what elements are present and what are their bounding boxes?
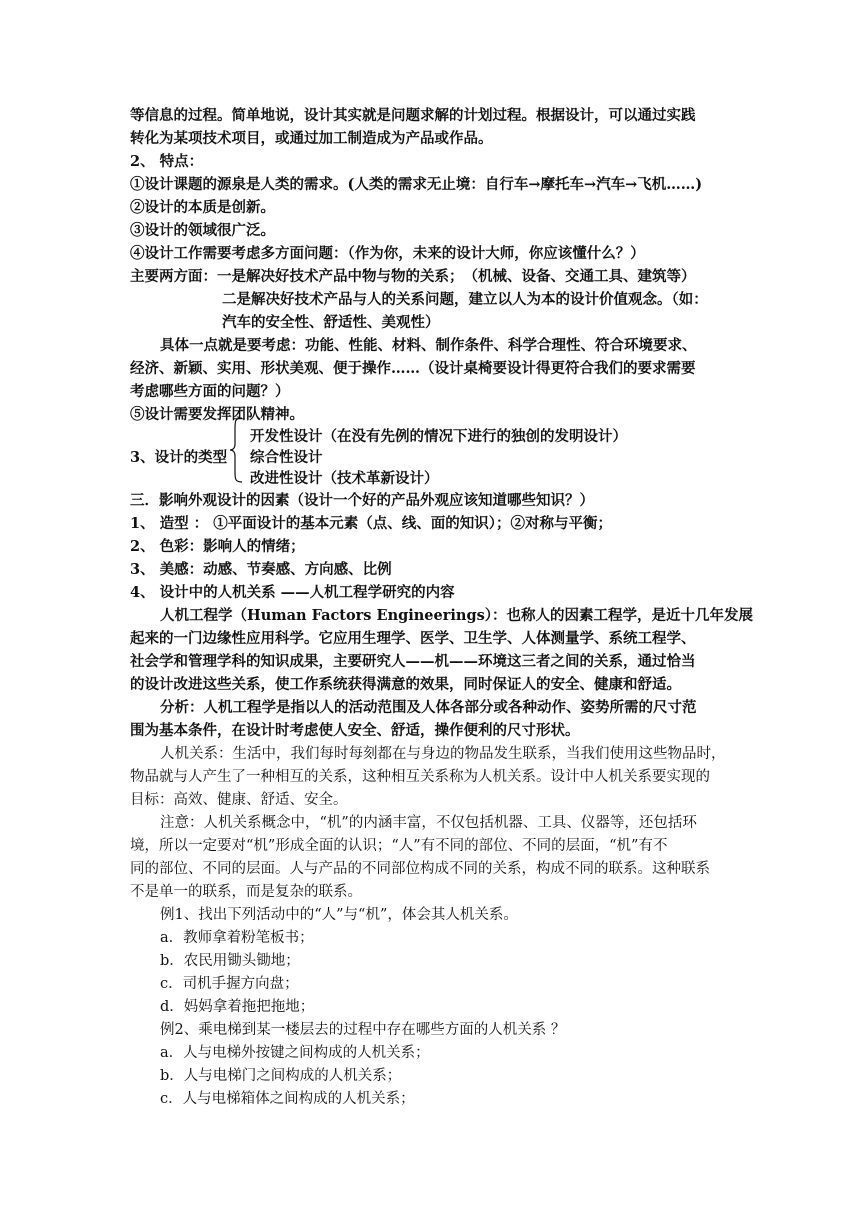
text-line: 人机关系：生活中，我们每时每刻都在与身边的物品发生联系，当我们使用这些物品时， — [160, 746, 726, 762]
design-type-item: 开发性设计（在没有先例的情况下进行的独创的发明设计） — [250, 428, 627, 445]
text-line: 分析：人机工程学是指以人的活动范围及人体各部分或各种动作、姿势所需的尺寸范 — [160, 699, 697, 716]
design-type-item: 综合性设计 — [250, 449, 323, 466]
feature-item: ⑤设计需要发挥团队精神。 — [130, 406, 304, 423]
text-line: 汽车的安全性、舒适性、美观性） — [222, 314, 440, 331]
text-line: 主要两方面：一是解决好技术产品中物与物的关系； （机械、设备、交通工具、建筑等） — [130, 268, 696, 285]
example-item: a．人与电梯外按键之间构成的人机关系； — [160, 1045, 430, 1061]
text-line: 目标：高效、健康、舒适、安全。 — [130, 792, 348, 808]
section-heading: 三．影响外观设计的因素（设计一个好的产品外观应该知道哪些知识？） — [130, 492, 594, 509]
text-line: 具体一点就是要考虑：功能、性能、材料、制作条件、科学合理性、符合环境要求、 — [160, 337, 697, 354]
factor-item: 2、 色彩：影响人的情绪； — [130, 538, 305, 555]
text-line: 同的部位、不同的层面。人与产品的不同部位构成不同的关系，构成不同的联系。这种联系 — [130, 861, 710, 877]
text-line: 围为基本条件，在设计时考虑使人安全、舒适，操作便利的尺寸形状。 — [130, 722, 580, 739]
example-heading: 例1、找出下列活动中的“人”与“机”，体会其人机关系。 — [160, 907, 518, 923]
text-line: 考虑哪些方面的问题？） — [130, 383, 290, 400]
text-line: 的设计改进这些关系，使工作系统获得满意的效果，同时保证人的安全、健康和舒适。 — [130, 676, 681, 693]
design-type-item: 改进性设计（技术革新设计） — [250, 470, 439, 487]
factor-item: 3、 美感：动感、节奏感、方向感、比例 — [130, 561, 392, 578]
text-line: 人机工程学（Human Factors Engineerings）：也称人的因素工程学，是近十几年发展 — [160, 607, 753, 624]
text-line: 物品就与人产生了一种相互的关系，这种相互关系称为人机关系。设计中人机关系要实现的 — [130, 769, 710, 785]
text-line: 不是单一的联系，而是复杂的联系。 — [130, 884, 362, 900]
feature-item: ①设计课题的源泉是人类的需求。(人类的需求无止境：自行车→摩托车→汽车→飞机……) — [130, 176, 703, 193]
curly-brace-icon — [229, 417, 243, 483]
text-line: 起来的一门边缘性应用科学。它应用生理学、医学、卫生学、人体测量学、系统工程学、 — [130, 630, 696, 647]
text-line: 境，所以一定要对“机”形成全面的认识；“人”有不同的部位、不同的层面，“机”有不 — [130, 838, 668, 854]
factor-item: 1、 造型 ： ①平面设计的基本元素（点、线、面的知识）；②对称与平衡； — [130, 515, 612, 532]
design-types-heading: 3、设计的类型 — [130, 449, 228, 466]
text-line: 等信息的过程。简单地说，设计其实就是问题求解的计划过程。根据设计，可以通过实践 — [130, 107, 696, 124]
example-item: b．农民用锄头锄地； — [160, 953, 300, 969]
example-item: c．司机手握方向盘； — [160, 976, 299, 992]
example-heading: 例2、乘电梯到某一楼层去的过程中存在哪些方面的人机关系 ？ — [160, 1022, 566, 1038]
feature-item: ④设计工作需要考虑多方面问题：（作为你，未来的设计大师，你应该懂什么？） — [130, 245, 645, 262]
factor-item: 4、 设计中的人机关系 ——人机工程学研究的内容 — [130, 584, 455, 601]
example-item: d．妈妈拿着拖把拖地； — [160, 999, 315, 1015]
feature-item: ②设计的本质是创新。 — [130, 199, 275, 216]
text-line: 二是解决好技术产品与人的关系问题，建立以人为本的设计价值观念。（如： — [222, 291, 708, 308]
feature-item: ③设计的领域很广泛。 — [130, 222, 275, 239]
example-item: a．教师拿着粉笔板书； — [160, 930, 314, 946]
example-item: c．人与电梯箱体之间构成的人机关系； — [160, 1091, 415, 1107]
text-line: 转化为某项技术项目，或通过加工制造成为产品或作品。 — [130, 130, 493, 147]
example-item: b．人与电梯门之间构成的人机关系； — [160, 1068, 402, 1084]
text-line: 经济、新颖、实用、形状美观、便于操作……（设计桌椅要设计得更符合我们的要求需要 — [130, 360, 696, 377]
heading-features: 2、 特点： — [130, 153, 204, 170]
text-line: 注意：人机关系概念中，“机”的内涵丰富，不仅包括机器、工具、仪器等，还包括环 — [160, 815, 697, 831]
text-line: 社会学和管理学科的知识成果，主要研究人——机——环境这三者之间的关系，通过恰当 — [130, 653, 696, 670]
